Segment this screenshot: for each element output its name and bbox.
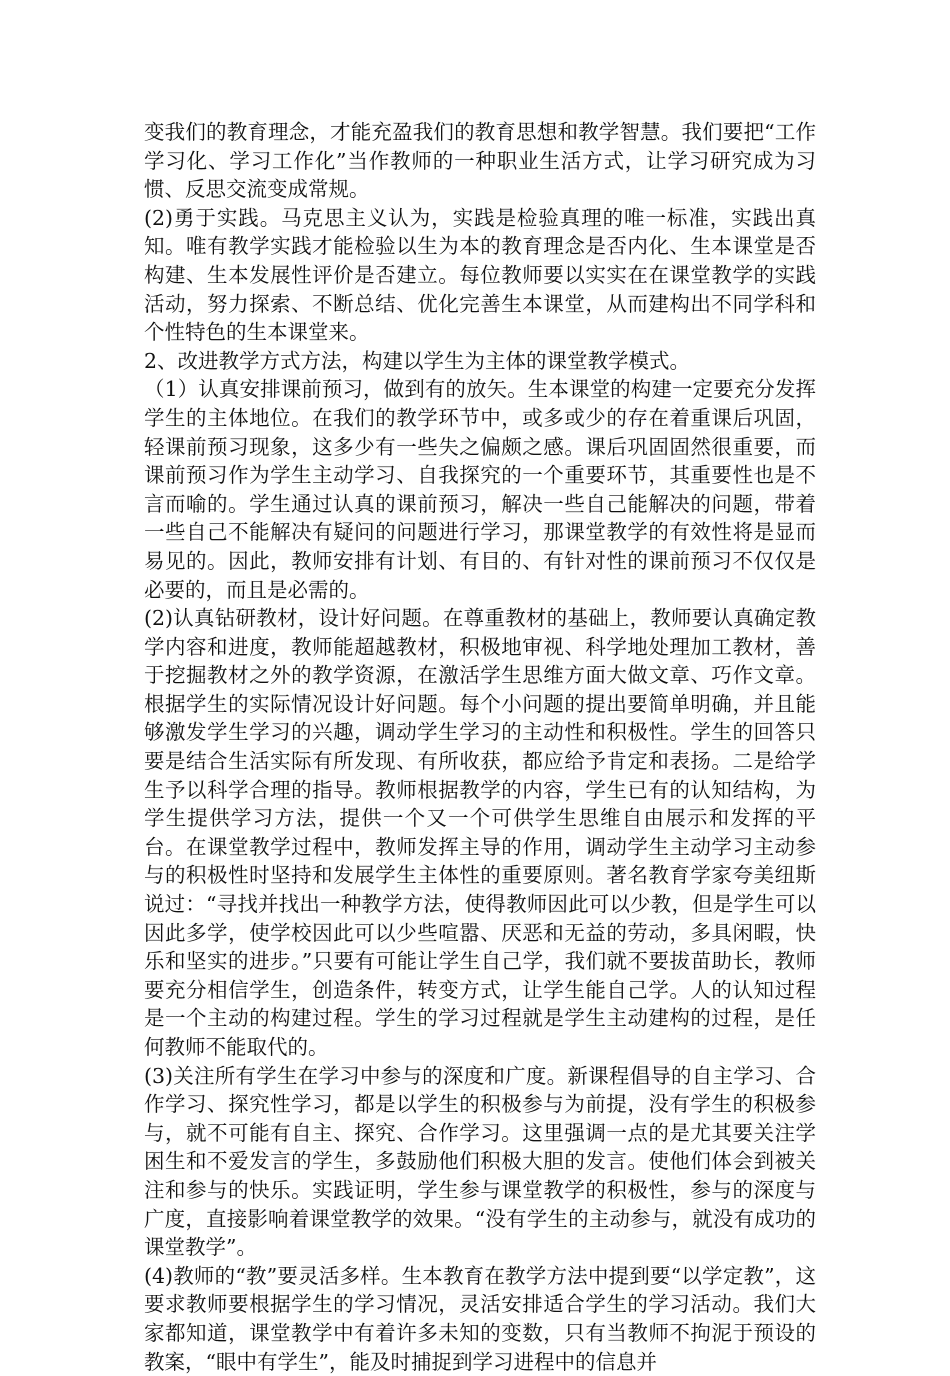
paragraph-continuation: 变我们的教育理念，才能充盈我们的教育思想和教学智慧。我们要把“工作学习化、学习工作化”当作教师的一种职业生活方式，让学习研究成为习惯、反思交流变成常规。 (144, 120, 816, 202)
paragraph-flexible-teaching: (4)教师的“教”要灵活多样。生本教育在教学方法中提到要“以学定教”，这要求教师要根据学生的学习情况，灵活安排适合学生的学习活动。我们大家都知道，课堂教学中有着许多未知的变数，只有当教师不拘泥于预设的教案，“眼中有学生”，能及时捕捉到学习进程中的信息并 (144, 1263, 816, 1374)
document-body (144, 118, 816, 1376)
paragraph-practice: (2)勇于实践。马克思主义认为，实践是检验真理的唯一标准，实践出真知。唯有教学实践才能检验以生为本的教育理念是否内化、生本课堂是否构建、生本发展性评价是否建立。每位教师要以实实在在课堂教学的实践活动，努力探索、不断总结、优化完善生本课堂，从而建构出不同学科和个性特色的生本课堂来。 (144, 205, 816, 345)
paragraph-participation: (3)关注所有学生在学习中参与的深度和广度。新课程倡导的自主学习、合作学习、探究性学习，都是以学生的积极参与为前提，没有学生的积极参与，就不可能有自主、探究、合作学习。这里强调一点的是尤其要关注学困生和不爱发言的学生，多鼓励他们积极大胆的发言。使他们体会到被关注和参与的快乐。实践证明，学生参与课堂教学的积极性，参与的深度与广度，直接影响着课堂教学的效果。“没有学生的主动参与，就没有成功的课堂教学”。 (144, 1063, 816, 1260)
paragraph-preview: （1）认真安排课前预习，做到有的放矢。生本课堂的构建一定要充分发挥学生的主体地位。在我们的教学环节中，或多或少的存在着重课后巩固，轻课前预习现象，这多少有一些失之偏颇之感。课后巩固固然很重要，而课前预习作为学生主动学习、自我探究的一个重要环节，其重要性也是不言而喻的。学生通过认真的课前预习，解决一些自己能解决的问题，带着一些自己不能解决有疑问的问题进行学习，那课堂教学的有效性将是显而易见的。因此，教师安排有计划、有目的、有针对性的课前预习不仅仅是必要的，而且是必需的。 (144, 377, 816, 602)
section-heading-2: 2、改进教学方式方法，构建以学生为主体的课堂教学模式。 (144, 348, 691, 373)
paragraph-textbook: (2)认真钻研教材，设计好问题。在尊重教材的基础上，教师要认真确定教学内容和进度，教师能超越教材，积极地审视、科学地处理加工教材，善于挖掘教材之外的教学资源，在激活学生思维方面大做文章、巧作文章。根据学生的实际情况设计好问题。每个小问题的提出要简单明确，并且能够激发学生学习的兴趣，调动学生学习的主动性和积极性。学生的回答只要是结合生活实际有所发现、有所收获，都应给予肯定和表扬。二是给学生予以科学合理的指导。教师根据教学的内容，学生已有的认知结构，为学生提供学习方法，提供一个又一个可供学生思维自由展示和发挥的平台。在课堂教学过程中，教师发挥主导的作用，调动学生主动学习主动参与的积极性时坚持和发展学生主体性的重要原则。著名教育学家夸美纽斯说过：“寻找并找出一种教学方法，使得教师因此可以少教，但是学生可以因此多学，使学校因此可以少些喧嚣、厌恶和无益的劳动，多具闲暇，快乐和坚实的进步。”只要有可能让学生自己学，我们就不要拔苗助长，教师要充分相信学生，创造条件，转变方式，让学生能自己学。人的认知过程是一个主动的构建过程。学生的学习过程就是学生主动建构的过程，是任何教师不能取代的。 (144, 606, 816, 1059)
